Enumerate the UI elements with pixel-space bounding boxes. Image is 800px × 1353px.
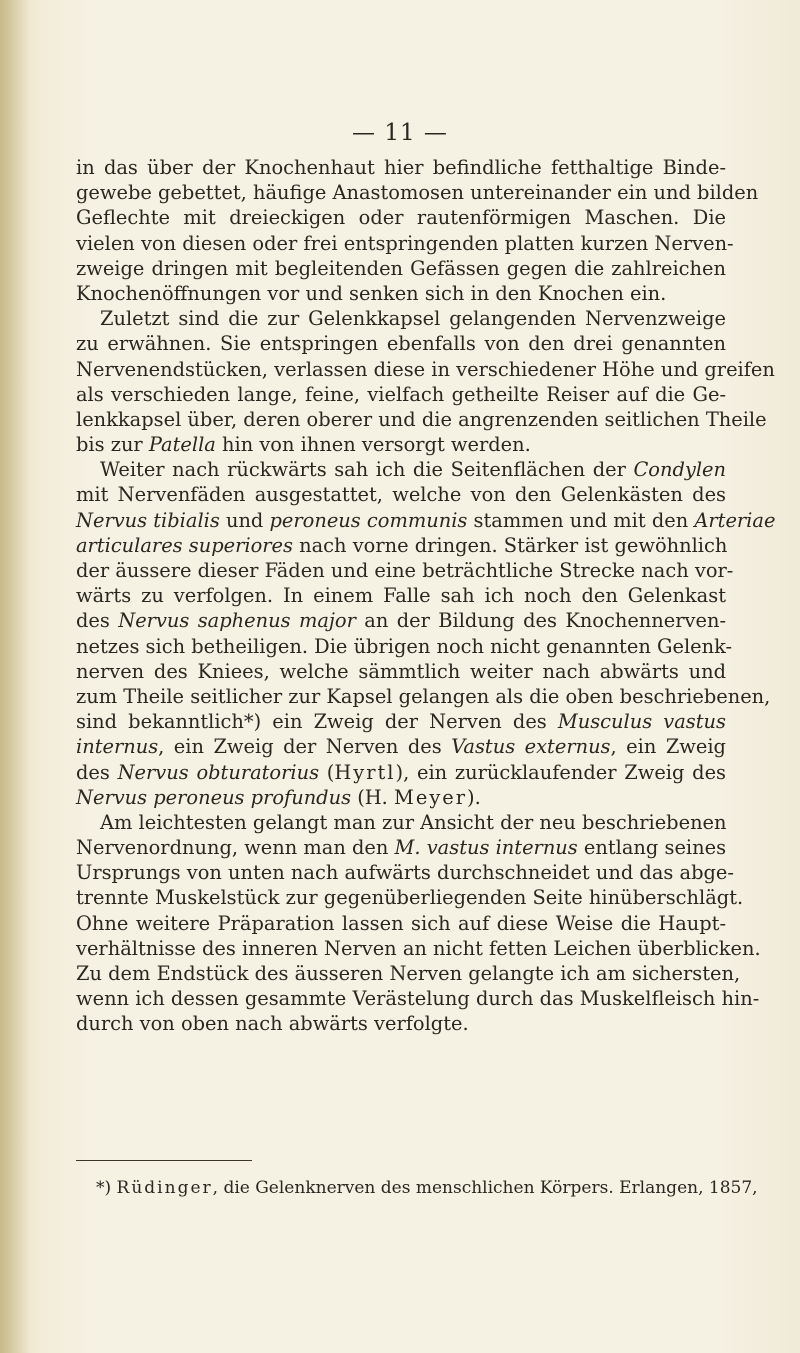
text-line — [76, 785, 726, 810]
text-line — [76, 382, 726, 407]
text-line — [76, 508, 776, 533]
text-line — [76, 911, 726, 936]
text-run: , ein Zweig der Nerven des — [158, 735, 452, 759]
text-run: ), ein zurücklaufender Zweig des — [395, 760, 727, 784]
text-run: zweige dringen mit begleitenden Gefässen gegen die zahlreichen — [76, 256, 726, 280]
text-line — [76, 684, 771, 709]
text-line — [76, 457, 726, 482]
text-line — [76, 432, 726, 457]
italic-term: Condylen — [633, 458, 726, 482]
italic-term: Nervus peroneus profundus — [76, 785, 352, 809]
text-run: Knochenöffnungen vor und senken sich in den Knochen ein. — [76, 281, 667, 305]
text-run: des — [76, 760, 118, 784]
italic-term: M. vastus internus — [394, 836, 578, 860]
page-edge-shadow — [0, 0, 30, 1353]
italic-term: Vastus externus — [451, 735, 611, 759]
text-run: Weiter nach rückwärts sah ich die Seitenflächen der — [100, 458, 634, 482]
text-line — [76, 558, 734, 583]
italic-term: Nervus tibialis — [76, 508, 220, 532]
text-run: Zuletzt sind die zur Gelenkkapsel gelangenden Nervenzweige — [100, 307, 726, 331]
text-run: netzes sich betheiligen. Die übrigen noch nicht genannten Gelenk- — [76, 634, 733, 658]
text-line — [76, 583, 726, 608]
text-run: ). — [467, 785, 481, 809]
text-run: zum Theile seitlicher zur Kapsel gelangen als die oben beschriebenen, — [76, 684, 771, 708]
text-line — [76, 936, 761, 961]
text-run: vielen von diesen oder frei entspringenden platten kurzen Nerven- — [76, 231, 734, 255]
page-body-text — [76, 155, 776, 1037]
italic-term: articulares superiores — [76, 533, 293, 557]
text-run: mit Nervenfäden ausgestattet, welche von den Gelenkästen des — [76, 483, 726, 507]
text-run: bis zur — [76, 433, 149, 457]
text-run: und — [219, 508, 270, 532]
text-run: Zu dem Endstück des äusseren Nerven gelangte ich am sichersten, — [76, 962, 741, 985]
italic-term: Patella — [148, 433, 216, 457]
text-run: hin von ihnen versorgt werden. — [215, 433, 531, 457]
text-run: lenkkapsel über, deren oberer und die angrenzenden seitlichen Theile — [76, 407, 767, 431]
text-line — [76, 180, 759, 205]
text-run: wenn ich dessen gesammte Verästelung durch das Muskelfleisch hin- — [76, 987, 760, 1011]
text-run: trennte Muskelstück zur gegenüberliegenden Seite hinüberschlägt. — [76, 886, 744, 910]
page-number: — 11 — — [352, 120, 448, 146]
text-line — [76, 256, 726, 281]
text-run: verhältnisse des inneren Nerven an nicht fetten Leichen überblicken. — [76, 936, 761, 960]
text-line — [76, 1011, 726, 1036]
spaced-name: Rüdinger — [116, 1178, 213, 1198]
text-line — [76, 533, 726, 558]
text-run: zu erwähnen. Sie entspringen ebenfalls von den drei genannten — [76, 332, 726, 356]
text-line — [76, 205, 726, 230]
text-run: Ohne weitere Präparation lassen sich auf diese Weise die Haupt- — [76, 911, 726, 935]
text-run: wärts zu verfolgen. In einem Falle sah ich noch den Gelenkast — [76, 584, 726, 608]
text-run: Nervenendstücken, verlassen diese in verschiedener Höhe und greifen — [76, 357, 775, 381]
text-run: *) — [96, 1178, 117, 1198]
text-run: ( — [319, 760, 335, 784]
italic-term: Arteriae — [694, 508, 776, 532]
text-line — [76, 231, 734, 256]
italic-term: internus — [76, 735, 159, 759]
text-run: Nervenordnung, wenn man den — [76, 836, 395, 860]
text-line — [76, 986, 760, 1011]
text-line — [76, 659, 726, 684]
text-run: , ein Zweig — [610, 735, 726, 759]
text-line — [76, 885, 744, 910]
text-line — [76, 407, 767, 432]
text-run: entlang seines — [577, 836, 727, 860]
text-run: der äussere dieser Fäden und eine beträchtliche Strecke nach vor- — [76, 559, 734, 582]
text-line — [76, 634, 733, 659]
text-line — [76, 860, 734, 885]
text-line — [76, 331, 726, 356]
text-run: des — [76, 609, 119, 633]
footnote-separator — [76, 1160, 252, 1161]
text-run: stammen und mit den — [467, 508, 695, 532]
text-run: als verschieden lange, feine, vielfach getheilte Reiser auf die Ge- — [76, 382, 726, 406]
italic-term: Musculus vastus — [557, 710, 726, 734]
text-line — [76, 281, 726, 306]
text-run: (H. — [351, 785, 394, 809]
text-run: Ursprungs von unten nach aufwärts durchschneidet und das abge- — [76, 861, 734, 885]
text-run: nach vorne dringen. Stärker ist gewöhnlich — [292, 533, 728, 557]
italic-term: peroneus communis — [269, 508, 468, 532]
spaced-name: Meyer — [394, 785, 468, 809]
text-line — [76, 155, 726, 180]
text-run: an der Bildung des Knochennerven- — [355, 609, 726, 633]
footnote — [96, 1178, 758, 1198]
text-run: gewebe gebettet, häufige Anastomosen untereinander ein und bilden — [76, 181, 759, 205]
text-run: sind bekanntlich*) ein Zweig der Nerven des — [76, 710, 558, 734]
text-run: in das über der Knochenhaut hier befindliche fetthaltige Binde- — [76, 156, 726, 179]
italic-term: Nervus saphenus major — [118, 609, 356, 633]
text-line — [76, 357, 775, 382]
text-line — [76, 482, 726, 507]
text-run: Am leichtesten gelangt man zur Ansicht der neu beschriebenen — [100, 810, 727, 834]
text-line — [76, 709, 726, 734]
text-run: durch von oben nach abwärts verfolgte. — [76, 1012, 469, 1036]
text-run: Geflechte mit dreieckigen oder rautenförmigen Maschen. Die — [76, 206, 726, 230]
text-line — [76, 306, 726, 331]
text-line — [76, 608, 726, 633]
text-line — [76, 810, 726, 835]
text-line — [76, 835, 726, 860]
text-line — [76, 760, 726, 785]
text-line — [76, 734, 726, 759]
italic-term: Nervus obturatorius — [117, 760, 320, 784]
text-run: nerven des Kniees, welche sämmtlich weiter nach abwärts und — [76, 659, 726, 683]
spaced-name: Hyrtl — [334, 760, 396, 784]
text-line — [76, 961, 741, 986]
text-run: , die Gelenknerven des menschlichen Körpers. Erlangen, 1857, — [212, 1178, 758, 1198]
